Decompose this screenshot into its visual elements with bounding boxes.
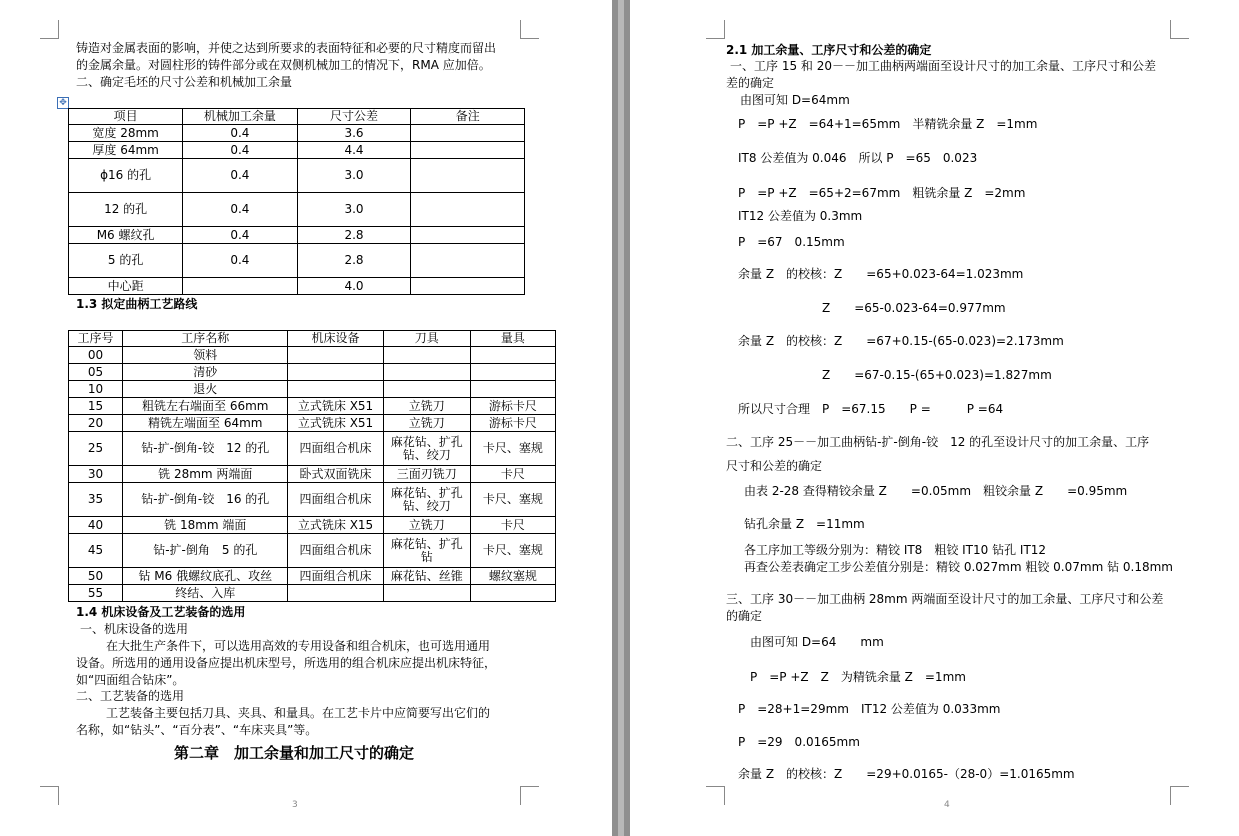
formula-line: 余量 Z 的校核：Z =67+0.15-(65-0.023)=2.173mm	[738, 334, 1064, 348]
subsection-1-title: 一、机床设备的选用	[80, 622, 189, 636]
table-row	[69, 364, 556, 381]
table-cell: 卡尺、塞规	[470, 483, 555, 517]
table-cell: 四面组合机床	[288, 568, 383, 585]
table-cell	[411, 227, 525, 244]
table-cell	[470, 381, 555, 398]
table-header-cell: 刀具	[383, 331, 470, 347]
table-cell: 麻花钻、丝锥	[383, 568, 470, 585]
intro-text-line-2: 的金属余量。对圆柱形的铸件部分或在双侧机械加工的情况下，RMA 应加倍。	[76, 58, 491, 72]
table-cell: 40	[69, 517, 123, 534]
table-row	[69, 585, 556, 602]
formula-line: 各工序加工等级分别为：精铰 IT8 粗铰 IT10 钻孔 IT12	[744, 543, 1047, 557]
table-cell: 4.0	[297, 278, 411, 295]
table-cell	[470, 585, 555, 602]
formula-line: IT8 公差值为 0.046 所以 P =65 0.023	[738, 151, 978, 165]
table-cell	[411, 125, 525, 142]
paragraph-line: 尺寸和公差的确定	[726, 459, 823, 473]
crop-mark-top-left	[706, 20, 725, 39]
process-route-table	[68, 330, 556, 602]
table-cell: 四面组合机床	[288, 483, 383, 517]
table-row	[69, 483, 556, 517]
table-cell	[383, 585, 470, 602]
table-cell: 麻花钻、扩孔钻、绞刀	[383, 432, 470, 466]
crop-mark-top-left	[40, 20, 59, 39]
table-cell: 30	[69, 466, 123, 483]
page-gutter	[612, 0, 630, 836]
table-cell	[383, 364, 470, 381]
table-cell: 四面组合机床	[288, 534, 383, 568]
section-2-title: 二、确定毛坯的尺寸公差和机械加工余量	[76, 75, 293, 89]
formula-line: IT12 公差值为 0.3mm	[738, 209, 863, 223]
formula-line: P =67 0.15mm	[738, 235, 845, 249]
table-cell	[288, 347, 383, 364]
table-cell: 游标卡尺	[470, 398, 555, 415]
formula-line: 再查公差表确定工步公差值分别是：精铰 0.027mm 粗铰 0.07mm 钻 0.18mm	[744, 560, 1174, 574]
table-row	[69, 142, 525, 159]
table-row	[69, 347, 556, 364]
table-header-cell: 项目	[69, 109, 183, 125]
table-cell	[288, 381, 383, 398]
formula-line: P =29 0.0165mm	[738, 735, 860, 749]
formula-line: 由表 2-28 查得精铰余量 Z =0.05mm 粗铰余量 Z =0.95mm	[744, 484, 1128, 498]
table-row	[69, 193, 525, 227]
table-cell: 游标卡尺	[470, 415, 555, 432]
page-number: 3	[292, 800, 298, 810]
chapter-2-title: 第二章 加工余量和加工尺寸的确定	[174, 744, 415, 762]
table-cell: 0.4	[183, 142, 297, 159]
formula-line: 余量 Z 的校核：Z =65+0.023-64=1.023mm	[738, 267, 1024, 281]
formula-line: P =P +Z Z 为精铣余量 Z =1mm	[750, 670, 966, 684]
table-move-handle-icon[interactable]: ✥	[57, 97, 69, 109]
formula-line: 所以尺寸合理 P =67.15 P = P =64	[738, 402, 1004, 416]
formula-line: 由图可知 D=64mm	[740, 93, 850, 107]
table-cell	[288, 585, 383, 602]
table-row	[69, 568, 556, 585]
table-row	[69, 517, 556, 534]
table-cell: 钻-扩-倒角-铰 12 的孔	[123, 432, 288, 466]
table-cell: 立铣刀	[383, 517, 470, 534]
table-cell: 清砂	[123, 364, 288, 381]
table-cell: 立式铣床 X51	[288, 398, 383, 415]
table-cell: 卡尺	[470, 517, 555, 534]
formula-line: 钻孔余量 Z =11mm	[744, 517, 865, 531]
crop-mark-bottom-right	[1170, 786, 1189, 805]
table-row	[69, 278, 525, 295]
table-cell: 退火	[123, 381, 288, 398]
table-cell: 2.8	[297, 244, 411, 278]
table-cell: 55	[69, 585, 123, 602]
paragraph-line: 设备。所选用的通用设备应提出机床型号，所选用的组合机床应提出机床特征，	[76, 656, 497, 670]
table-cell	[411, 142, 525, 159]
intro-text-line-1: 铸造对金属表面的影响，并使之达到所要求的表面特征和必要的尺寸精度而留出	[76, 41, 497, 55]
table-cell: 3.0	[297, 159, 411, 193]
table-cell: 钻 M6 俄螺纹底孔、攻丝	[123, 568, 288, 585]
table-cell	[183, 278, 297, 295]
crop-mark-top-right	[520, 20, 539, 39]
table-cell: 钻-扩-倒角 5 的孔	[123, 534, 288, 568]
table-cell: 25	[69, 432, 123, 466]
page-number: 4	[944, 800, 950, 810]
table-row	[69, 244, 525, 278]
table-cell	[288, 364, 383, 381]
table-row	[69, 398, 556, 415]
table-header-cell: 工序号	[69, 331, 123, 347]
section-1-3-title: 1.3 拟定曲柄工艺路线	[76, 297, 198, 311]
table-cell: 铣 18mm 端面	[123, 517, 288, 534]
table-cell: 2.8	[297, 227, 411, 244]
table-row	[69, 534, 556, 568]
table-cell: 5 的孔	[69, 244, 183, 278]
table-header-cell: 工序名称	[123, 331, 288, 347]
table-cell	[411, 159, 525, 193]
table-cell	[383, 347, 470, 364]
section-2-1-title: 2.1 加工余量、工序尺寸和公差的确定	[726, 43, 932, 57]
formula-line: 由图可知 D=64 mm	[750, 635, 884, 649]
table-cell: 0.4	[183, 227, 297, 244]
table-cell: 4.4	[297, 142, 411, 159]
table-cell	[411, 193, 525, 227]
formula-line: Z =65-0.023-64=0.977mm	[822, 301, 1006, 315]
table-row	[69, 432, 556, 466]
table-cell: 立铣刀	[383, 415, 470, 432]
table-cell: 领料	[123, 347, 288, 364]
blank-allowance-table	[68, 108, 525, 295]
table-cell: 立式铣床 X51	[288, 415, 383, 432]
table-cell: 厚度 64mm	[69, 142, 183, 159]
table-cell: 0.4	[183, 193, 297, 227]
gutter-inner	[618, 0, 624, 836]
table-cell: 05	[69, 364, 123, 381]
table-header-cell: 量具	[470, 331, 555, 347]
formula-line: 余量 Z 的校核：Z =29+0.0165-（28-0）=1.0165mm	[738, 767, 1075, 781]
table-header-cell: 备注	[411, 109, 525, 125]
table-cell: 45	[69, 534, 123, 568]
table-cell: 卧式双面铣床	[288, 466, 383, 483]
table-cell: 卡尺、塞规	[470, 432, 555, 466]
paragraph-line: 如“四面组合钻床”。	[76, 673, 185, 687]
document-page-left	[0, 0, 612, 836]
table-cell: 3.6	[297, 125, 411, 142]
paragraph-line: 的确定	[726, 609, 763, 623]
paragraph-line: 一、工序 15 和 20－－加工曲柄两端面至设计尺寸的加工余量、工序尺寸和公差	[730, 59, 1156, 73]
table-cell: 35	[69, 483, 123, 517]
table-cell: 精铣左端面至 64mm	[123, 415, 288, 432]
table-cell: 终结、入库	[123, 585, 288, 602]
formula-line: Z =67-0.15-(65+0.023)=1.827mm	[822, 368, 1052, 382]
table-cell: 立式铣床 X15	[288, 517, 383, 534]
table-row	[69, 159, 525, 193]
table-cell: 0.4	[183, 125, 297, 142]
table-cell: 卡尺	[470, 466, 555, 483]
table-cell: 卡尺、塞规	[470, 534, 555, 568]
crop-mark-bottom-left	[40, 786, 59, 805]
table-cell: 粗铣左右端面至 66mm	[123, 398, 288, 415]
table-cell: 麻花钻、扩孔钻、绞刀	[383, 483, 470, 517]
crop-mark-bottom-left	[706, 786, 725, 805]
formula-line: P =P +Z =64+1=65mm 半精铣余量 Z =1mm	[738, 117, 1038, 131]
paragraph-line: 二、工序 25－－加工曲柄钻-扩-倒角-铰 12 的孔至设计尺寸的加工余量、工序	[726, 435, 1150, 449]
table-header-cell: 尺寸公差	[297, 109, 411, 125]
document-page-right	[630, 0, 1239, 836]
table-header-cell: 机床设备	[288, 331, 383, 347]
subsection-2-title: 二、工艺装备的选用	[76, 689, 185, 703]
table-cell: 麻花钻、扩孔钻	[383, 534, 470, 568]
paragraph-line: 差的确定	[726, 76, 775, 90]
paragraph-line: 在大批生产条件下，可以选用高效的专用设备和组合机床，也可选用通用	[106, 639, 491, 653]
formula-line: P =28+1=29mm IT12 公差值为 0.033mm	[738, 702, 1001, 716]
crop-mark-bottom-right	[520, 786, 539, 805]
table-row	[69, 466, 556, 483]
table-row	[69, 227, 525, 244]
table-cell: 0.4	[183, 159, 297, 193]
table-cell: 四面组合机床	[288, 432, 383, 466]
table-cell: 螺纹塞规	[470, 568, 555, 585]
table-cell	[411, 278, 525, 295]
table-header-cell: 机械加工余量	[183, 109, 297, 125]
table-cell: 20	[69, 415, 123, 432]
table-cell: M6 螺纹孔	[69, 227, 183, 244]
table-cell: 铣 28mm 两端面	[123, 466, 288, 483]
table-cell	[470, 364, 555, 381]
table-cell: 立铣刀	[383, 398, 470, 415]
table-cell: 宽度 28mm	[69, 125, 183, 142]
paragraph-line: 名称，如“钻头”、“百分表”、“车床夹具”等。	[76, 723, 318, 737]
table-cell: 3.0	[297, 193, 411, 227]
table-cell: 12 的孔	[69, 193, 183, 227]
table-cell	[411, 244, 525, 278]
table-row	[69, 125, 525, 142]
table-cell: ϕ16 的孔	[69, 159, 183, 193]
table-cell	[470, 347, 555, 364]
section-1-4-title: 1.4 机床设备及工艺装备的选用	[76, 605, 246, 619]
table-cell: 钻-扩-倒角-铰 16 的孔	[123, 483, 288, 517]
paragraph-line: 三、工序 30－－加工曲柄 28mm 两端面至设计尺寸的加工余量、工序尺寸和公差	[726, 592, 1164, 606]
table-cell: 10	[69, 381, 123, 398]
formula-line: P =P +Z =65+2=67mm 粗铣余量 Z =2mm	[738, 186, 1026, 200]
table-cell: 00	[69, 347, 123, 364]
table-cell	[383, 381, 470, 398]
table-cell: 中心距	[69, 278, 183, 295]
table-cell: 0.4	[183, 244, 297, 278]
table-cell: 15	[69, 398, 123, 415]
table-row	[69, 415, 556, 432]
crop-mark-top-right	[1170, 20, 1189, 39]
table-cell: 50	[69, 568, 123, 585]
table-cell: 三面刃铣刀	[383, 466, 470, 483]
table-row	[69, 381, 556, 398]
paragraph-line: 工艺装备主要包括刀具、夹具、和量具。在工艺卡片中应简要写出它们的	[106, 706, 491, 720]
